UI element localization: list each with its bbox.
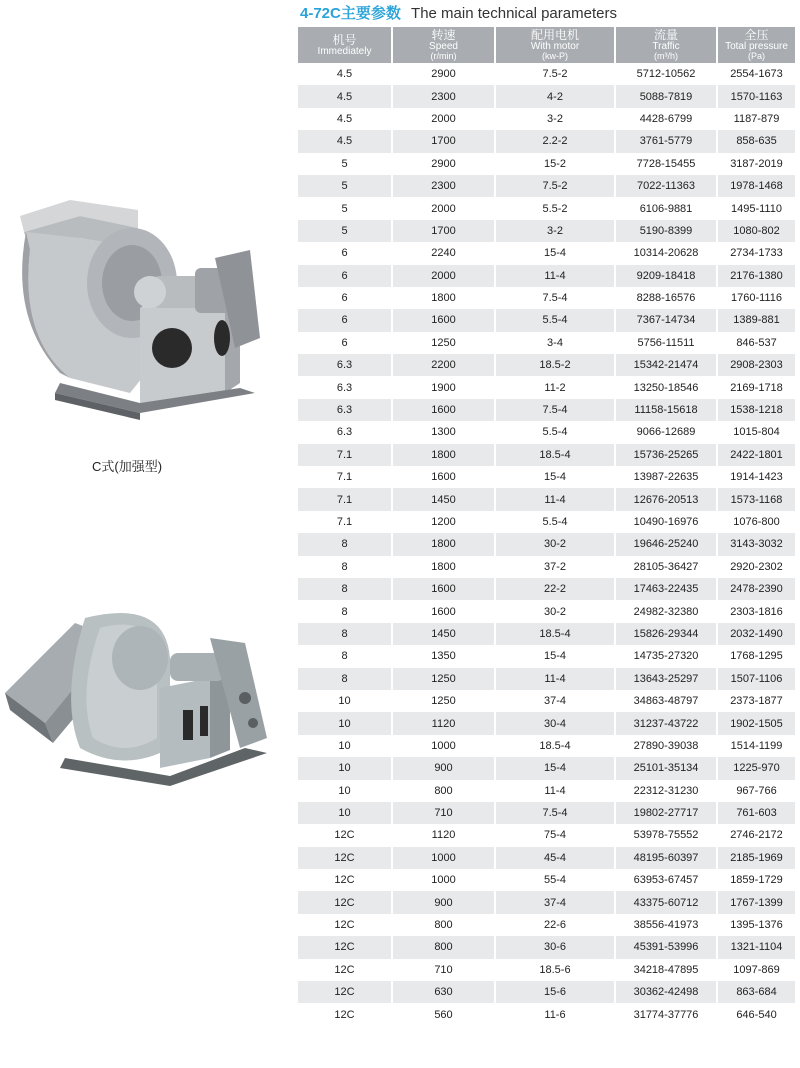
cell-total-pressure: 761-603 bbox=[718, 802, 795, 824]
cell-model-no: 10 bbox=[298, 735, 393, 757]
cell-motor: 18.5-2 bbox=[496, 354, 616, 376]
cell-motor: 3-2 bbox=[496, 220, 616, 242]
cell-total-pressure: 1015-804 bbox=[718, 421, 795, 443]
header-motor: 配用电机 With motor (kw-P) bbox=[496, 27, 616, 63]
cell-speed: 1200 bbox=[393, 511, 496, 533]
cell-speed: 2200 bbox=[393, 354, 496, 376]
cell-model-no: 8 bbox=[298, 623, 393, 645]
cell-model-no: 6 bbox=[298, 309, 393, 331]
cell-motor: 30-2 bbox=[496, 600, 616, 622]
table-row bbox=[298, 153, 795, 175]
cell-total-pressure: 2554-1673 bbox=[718, 63, 795, 85]
table-row bbox=[298, 488, 795, 510]
cell-model-no: 6.3 bbox=[298, 399, 393, 421]
cell-motor: 7.5-4 bbox=[496, 802, 616, 824]
cell-total-pressure: 1097-869 bbox=[718, 959, 795, 981]
cell-motor: 4-2 bbox=[496, 85, 616, 107]
cell-traffic: 10490-16976 bbox=[616, 511, 718, 533]
cell-speed: 2000 bbox=[393, 108, 496, 130]
table-row bbox=[298, 332, 795, 354]
cell-motor: 11-4 bbox=[496, 668, 616, 690]
cell-motor: 15-4 bbox=[496, 466, 616, 488]
cell-motor: 7.5-4 bbox=[496, 399, 616, 421]
cell-motor: 11-6 bbox=[496, 1003, 616, 1025]
cell-speed: 1250 bbox=[393, 668, 496, 690]
cell-motor: 45-4 bbox=[496, 847, 616, 869]
header-model-no: 机号 Immediately bbox=[298, 27, 393, 63]
cell-traffic: 63953-67457 bbox=[616, 869, 718, 891]
cell-total-pressure: 863-684 bbox=[718, 981, 795, 1003]
cell-speed: 1800 bbox=[393, 444, 496, 466]
cell-model-no: 4.5 bbox=[298, 85, 393, 107]
cell-motor: 15-4 bbox=[496, 242, 616, 264]
cell-traffic: 5088-7819 bbox=[616, 85, 718, 107]
cell-speed: 1800 bbox=[393, 287, 496, 309]
cell-motor: 3-4 bbox=[496, 332, 616, 354]
cell-motor: 5.5-4 bbox=[496, 511, 616, 533]
cell-model-no: 6 bbox=[298, 242, 393, 264]
cell-traffic: 17463-22435 bbox=[616, 578, 718, 600]
cell-motor: 5.5-4 bbox=[496, 421, 616, 443]
cell-traffic: 3761-5779 bbox=[616, 130, 718, 152]
cell-motor: 30-6 bbox=[496, 936, 616, 958]
cell-speed: 1250 bbox=[393, 332, 496, 354]
fan-image-side bbox=[5, 598, 273, 786]
cell-total-pressure: 1570-1163 bbox=[718, 85, 795, 107]
table-row bbox=[298, 511, 795, 533]
cell-traffic: 31774-37776 bbox=[616, 1003, 718, 1025]
cell-traffic: 28105-36427 bbox=[616, 556, 718, 578]
figure-caption: C式(加强型) bbox=[92, 459, 163, 474]
table-row bbox=[298, 869, 795, 891]
cell-total-pressure: 1914-1423 bbox=[718, 466, 795, 488]
table-body bbox=[298, 63, 795, 1026]
cell-speed: 2300 bbox=[393, 175, 496, 197]
cell-traffic: 12676-20513 bbox=[616, 488, 718, 510]
table-row bbox=[298, 197, 795, 219]
cell-model-no: 5 bbox=[298, 153, 393, 175]
cell-model-no: 12C bbox=[298, 847, 393, 869]
cell-model-no: 12C bbox=[298, 981, 393, 1003]
table-row bbox=[298, 802, 795, 824]
cell-motor: 15-2 bbox=[496, 153, 616, 175]
header-traffic: 流量 Traffic (m³/h) bbox=[616, 27, 718, 63]
cell-motor: 7.5-2 bbox=[496, 63, 616, 85]
cell-motor: 11-4 bbox=[496, 265, 616, 287]
table-row bbox=[298, 847, 795, 869]
cell-speed: 1900 bbox=[393, 376, 496, 398]
cell-motor: 37-2 bbox=[496, 556, 616, 578]
table-row bbox=[298, 600, 795, 622]
cell-motor: 5.5-2 bbox=[496, 197, 616, 219]
cell-motor: 75-4 bbox=[496, 824, 616, 846]
table-row bbox=[298, 533, 795, 555]
cell-traffic: 31237-43722 bbox=[616, 712, 718, 734]
title-cn: 4-72C主要参数 bbox=[300, 5, 401, 22]
cell-model-no: 10 bbox=[298, 780, 393, 802]
table-row bbox=[298, 175, 795, 197]
cell-speed: 1250 bbox=[393, 690, 496, 712]
cell-speed: 630 bbox=[393, 981, 496, 1003]
cell-speed: 800 bbox=[393, 936, 496, 958]
cell-motor: 18.5-4 bbox=[496, 623, 616, 645]
cell-traffic: 15826-29344 bbox=[616, 623, 718, 645]
table-row bbox=[298, 108, 795, 130]
cell-traffic: 45391-53996 bbox=[616, 936, 718, 958]
cell-total-pressure: 858-635 bbox=[718, 130, 795, 152]
cell-speed: 710 bbox=[393, 802, 496, 824]
cell-model-no: 4.5 bbox=[298, 63, 393, 85]
cell-traffic: 4428-6799 bbox=[616, 108, 718, 130]
cell-total-pressure: 2422-1801 bbox=[718, 444, 795, 466]
cell-traffic: 14735-27320 bbox=[616, 645, 718, 667]
cell-total-pressure: 1978-1468 bbox=[718, 175, 795, 197]
cell-total-pressure: 1389-881 bbox=[718, 309, 795, 331]
cell-model-no: 12C bbox=[298, 1003, 393, 1025]
table-row bbox=[298, 936, 795, 958]
table-row bbox=[298, 735, 795, 757]
cell-total-pressure: 1902-1505 bbox=[718, 712, 795, 734]
table-row bbox=[298, 242, 795, 264]
table-row bbox=[298, 309, 795, 331]
cell-total-pressure: 1495-1110 bbox=[718, 197, 795, 219]
cell-traffic: 7367-14734 bbox=[616, 309, 718, 331]
cell-speed: 1120 bbox=[393, 712, 496, 734]
cell-speed: 1000 bbox=[393, 735, 496, 757]
cell-total-pressure: 1395-1376 bbox=[718, 914, 795, 936]
cell-total-pressure: 2478-2390 bbox=[718, 578, 795, 600]
cell-motor: 30-2 bbox=[496, 533, 616, 555]
cell-traffic: 9066-12689 bbox=[616, 421, 718, 443]
cell-traffic: 34863-48797 bbox=[616, 690, 718, 712]
cell-traffic: 13250-18546 bbox=[616, 376, 718, 398]
cell-speed: 710 bbox=[393, 959, 496, 981]
cell-total-pressure: 2176-1380 bbox=[718, 265, 795, 287]
cell-total-pressure: 646-540 bbox=[718, 1003, 795, 1025]
cell-traffic: 25101-35134 bbox=[616, 757, 718, 779]
table-row bbox=[298, 690, 795, 712]
cell-traffic: 34218-47895 bbox=[616, 959, 718, 981]
cell-total-pressure: 1187-879 bbox=[718, 108, 795, 130]
cell-total-pressure: 2185-1969 bbox=[718, 847, 795, 869]
cell-model-no: 8 bbox=[298, 668, 393, 690]
cell-speed: 2240 bbox=[393, 242, 496, 264]
table-row bbox=[298, 623, 795, 645]
title-en: The main technical parameters bbox=[411, 5, 617, 22]
cell-total-pressure: 2734-1733 bbox=[718, 242, 795, 264]
table-row bbox=[298, 824, 795, 846]
cell-speed: 900 bbox=[393, 891, 496, 913]
cell-model-no: 10 bbox=[298, 802, 393, 824]
cell-total-pressure: 967-766 bbox=[718, 780, 795, 802]
cell-total-pressure: 2169-1718 bbox=[718, 376, 795, 398]
cell-model-no: 5 bbox=[298, 220, 393, 242]
table-row bbox=[298, 130, 795, 152]
cell-total-pressure: 1767-1399 bbox=[718, 891, 795, 913]
table-row bbox=[298, 780, 795, 802]
cell-motor: 18.5-4 bbox=[496, 735, 616, 757]
cell-speed: 1350 bbox=[393, 645, 496, 667]
cell-traffic: 30362-42498 bbox=[616, 981, 718, 1003]
cell-speed: 1600 bbox=[393, 309, 496, 331]
cell-motor: 22-6 bbox=[496, 914, 616, 936]
cell-traffic: 48195-60397 bbox=[616, 847, 718, 869]
table-row bbox=[298, 63, 795, 85]
parameters-table bbox=[298, 27, 795, 1026]
table-row bbox=[298, 444, 795, 466]
cell-model-no: 6 bbox=[298, 332, 393, 354]
cell-traffic: 11158-15618 bbox=[616, 399, 718, 421]
table-row bbox=[298, 668, 795, 690]
cell-model-no: 5 bbox=[298, 175, 393, 197]
cell-total-pressure: 846-537 bbox=[718, 332, 795, 354]
page-title bbox=[300, 4, 617, 24]
cell-total-pressure: 2920-2302 bbox=[718, 556, 795, 578]
cell-speed: 2900 bbox=[393, 153, 496, 175]
cell-motor: 37-4 bbox=[496, 891, 616, 913]
cell-total-pressure: 2373-1877 bbox=[718, 690, 795, 712]
cell-speed: 1000 bbox=[393, 869, 496, 891]
cell-model-no: 5 bbox=[298, 197, 393, 219]
cell-model-no: 8 bbox=[298, 600, 393, 622]
cell-motor: 22-2 bbox=[496, 578, 616, 600]
cell-traffic: 6106-9881 bbox=[616, 197, 718, 219]
cell-traffic: 5712-10562 bbox=[616, 63, 718, 85]
cell-speed: 1800 bbox=[393, 556, 496, 578]
cell-traffic: 13643-25297 bbox=[616, 668, 718, 690]
table-header-row bbox=[298, 27, 795, 63]
cell-model-no: 8 bbox=[298, 645, 393, 667]
cell-speed: 2900 bbox=[393, 63, 496, 85]
cell-model-no: 6.3 bbox=[298, 354, 393, 376]
cell-model-no: 6.3 bbox=[298, 421, 393, 443]
cell-total-pressure: 2303-1816 bbox=[718, 600, 795, 622]
cell-total-pressure: 1859-1729 bbox=[718, 869, 795, 891]
table-row bbox=[298, 354, 795, 376]
table-row bbox=[298, 712, 795, 734]
cell-traffic: 7022-11363 bbox=[616, 175, 718, 197]
cell-total-pressure: 1538-1218 bbox=[718, 399, 795, 421]
cell-speed: 1800 bbox=[393, 533, 496, 555]
cell-speed: 1700 bbox=[393, 220, 496, 242]
cell-model-no: 6 bbox=[298, 287, 393, 309]
cell-motor: 18.5-4 bbox=[496, 444, 616, 466]
cell-traffic: 15342-21474 bbox=[616, 354, 718, 376]
table-row bbox=[298, 85, 795, 107]
table-row bbox=[298, 645, 795, 667]
cell-traffic: 5190-8399 bbox=[616, 220, 718, 242]
cell-traffic: 19802-27717 bbox=[616, 802, 718, 824]
table-row bbox=[298, 578, 795, 600]
cell-total-pressure: 1514-1199 bbox=[718, 735, 795, 757]
cell-model-no: 7.1 bbox=[298, 466, 393, 488]
cell-speed: 1000 bbox=[393, 847, 496, 869]
cell-speed: 1450 bbox=[393, 623, 496, 645]
cell-model-no: 4.5 bbox=[298, 130, 393, 152]
cell-speed: 900 bbox=[393, 757, 496, 779]
cell-speed: 560 bbox=[393, 1003, 496, 1025]
cell-total-pressure: 2032-1490 bbox=[718, 623, 795, 645]
cell-model-no: 7.1 bbox=[298, 511, 393, 533]
cell-traffic: 13987-22635 bbox=[616, 466, 718, 488]
table-row bbox=[298, 981, 795, 1003]
cell-model-no: 12C bbox=[298, 959, 393, 981]
cell-total-pressure: 2746-2172 bbox=[718, 824, 795, 846]
cell-speed: 1600 bbox=[393, 578, 496, 600]
cell-total-pressure: 1507-1106 bbox=[718, 668, 795, 690]
cell-traffic: 27890-39038 bbox=[616, 735, 718, 757]
table-row bbox=[298, 891, 795, 913]
table-row bbox=[298, 556, 795, 578]
cell-speed: 800 bbox=[393, 780, 496, 802]
cell-model-no: 8 bbox=[298, 556, 393, 578]
cell-traffic: 15736-25265 bbox=[616, 444, 718, 466]
cell-traffic: 53978-75552 bbox=[616, 824, 718, 846]
cell-model-no: 6.3 bbox=[298, 376, 393, 398]
fan-image-front bbox=[10, 188, 265, 433]
cell-motor: 7.5-2 bbox=[496, 175, 616, 197]
cell-total-pressure: 1760-1116 bbox=[718, 287, 795, 309]
cell-motor: 15-4 bbox=[496, 757, 616, 779]
table-row bbox=[298, 466, 795, 488]
cell-model-no: 12C bbox=[298, 936, 393, 958]
cell-traffic: 38556-41973 bbox=[616, 914, 718, 936]
cell-model-no: 12C bbox=[298, 891, 393, 913]
cell-motor: 7.5-4 bbox=[496, 287, 616, 309]
cell-traffic: 19646-25240 bbox=[616, 533, 718, 555]
cell-motor: 37-4 bbox=[496, 690, 616, 712]
cell-model-no: 4.5 bbox=[298, 108, 393, 130]
table-row bbox=[298, 1003, 795, 1025]
cell-model-no: 12C bbox=[298, 824, 393, 846]
cell-traffic: 9209-18418 bbox=[616, 265, 718, 287]
cell-model-no: 7.1 bbox=[298, 444, 393, 466]
cell-speed: 2000 bbox=[393, 265, 496, 287]
table-row bbox=[298, 959, 795, 981]
cell-motor: 11-4 bbox=[496, 488, 616, 510]
cell-traffic: 5756-11511 bbox=[616, 332, 718, 354]
cell-model-no: 10 bbox=[298, 757, 393, 779]
cell-total-pressure: 2908-2303 bbox=[718, 354, 795, 376]
cell-total-pressure: 1225-970 bbox=[718, 757, 795, 779]
cell-speed: 800 bbox=[393, 914, 496, 936]
cell-speed: 1600 bbox=[393, 600, 496, 622]
header-total-pressure: 全压 Total pressure (Pa) bbox=[718, 27, 795, 63]
cell-motor: 18.5-6 bbox=[496, 959, 616, 981]
cell-model-no: 12C bbox=[298, 869, 393, 891]
cell-motor: 15-6 bbox=[496, 981, 616, 1003]
table-row bbox=[298, 421, 795, 443]
cell-speed: 1600 bbox=[393, 466, 496, 488]
cell-traffic: 43375-60712 bbox=[616, 891, 718, 913]
cell-total-pressure: 3187-2019 bbox=[718, 153, 795, 175]
table-row bbox=[298, 265, 795, 287]
cell-speed: 1700 bbox=[393, 130, 496, 152]
cell-traffic: 10314-20628 bbox=[616, 242, 718, 264]
cell-speed: 1600 bbox=[393, 399, 496, 421]
cell-total-pressure: 1573-1168 bbox=[718, 488, 795, 510]
cell-total-pressure: 1321-1104 bbox=[718, 936, 795, 958]
cell-model-no: 6 bbox=[298, 265, 393, 287]
table-row bbox=[298, 376, 795, 398]
table-row bbox=[298, 757, 795, 779]
cell-total-pressure: 3143-3032 bbox=[718, 533, 795, 555]
cell-total-pressure: 1768-1295 bbox=[718, 645, 795, 667]
cell-motor: 2.2-2 bbox=[496, 130, 616, 152]
cell-model-no: 7.1 bbox=[298, 488, 393, 510]
cell-motor: 55-4 bbox=[496, 869, 616, 891]
cell-traffic: 7728-15455 bbox=[616, 153, 718, 175]
header-speed: 转速 Speed (r/min) bbox=[393, 27, 496, 63]
table-row bbox=[298, 914, 795, 936]
cell-traffic: 22312-31230 bbox=[616, 780, 718, 802]
cell-speed: 1450 bbox=[393, 488, 496, 510]
cell-speed: 2000 bbox=[393, 197, 496, 219]
cell-model-no: 8 bbox=[298, 533, 393, 555]
cell-motor: 15-4 bbox=[496, 645, 616, 667]
cell-motor: 30-4 bbox=[496, 712, 616, 734]
table-row bbox=[298, 287, 795, 309]
cell-model-no: 8 bbox=[298, 578, 393, 600]
cell-total-pressure: 1076-800 bbox=[718, 511, 795, 533]
cell-motor: 11-2 bbox=[496, 376, 616, 398]
cell-speed: 1120 bbox=[393, 824, 496, 846]
table-row bbox=[298, 220, 795, 242]
cell-model-no: 10 bbox=[298, 712, 393, 734]
cell-traffic: 8288-16576 bbox=[616, 287, 718, 309]
cell-model-no: 10 bbox=[298, 690, 393, 712]
cell-total-pressure: 1080-802 bbox=[718, 220, 795, 242]
cell-motor: 11-4 bbox=[496, 780, 616, 802]
table-row bbox=[298, 399, 795, 421]
cell-speed: 1300 bbox=[393, 421, 496, 443]
cell-model-no: 12C bbox=[298, 914, 393, 936]
cell-motor: 5.5-4 bbox=[496, 309, 616, 331]
cell-speed: 2300 bbox=[393, 85, 496, 107]
cell-motor: 3-2 bbox=[496, 108, 616, 130]
cell-traffic: 24982-32380 bbox=[616, 600, 718, 622]
